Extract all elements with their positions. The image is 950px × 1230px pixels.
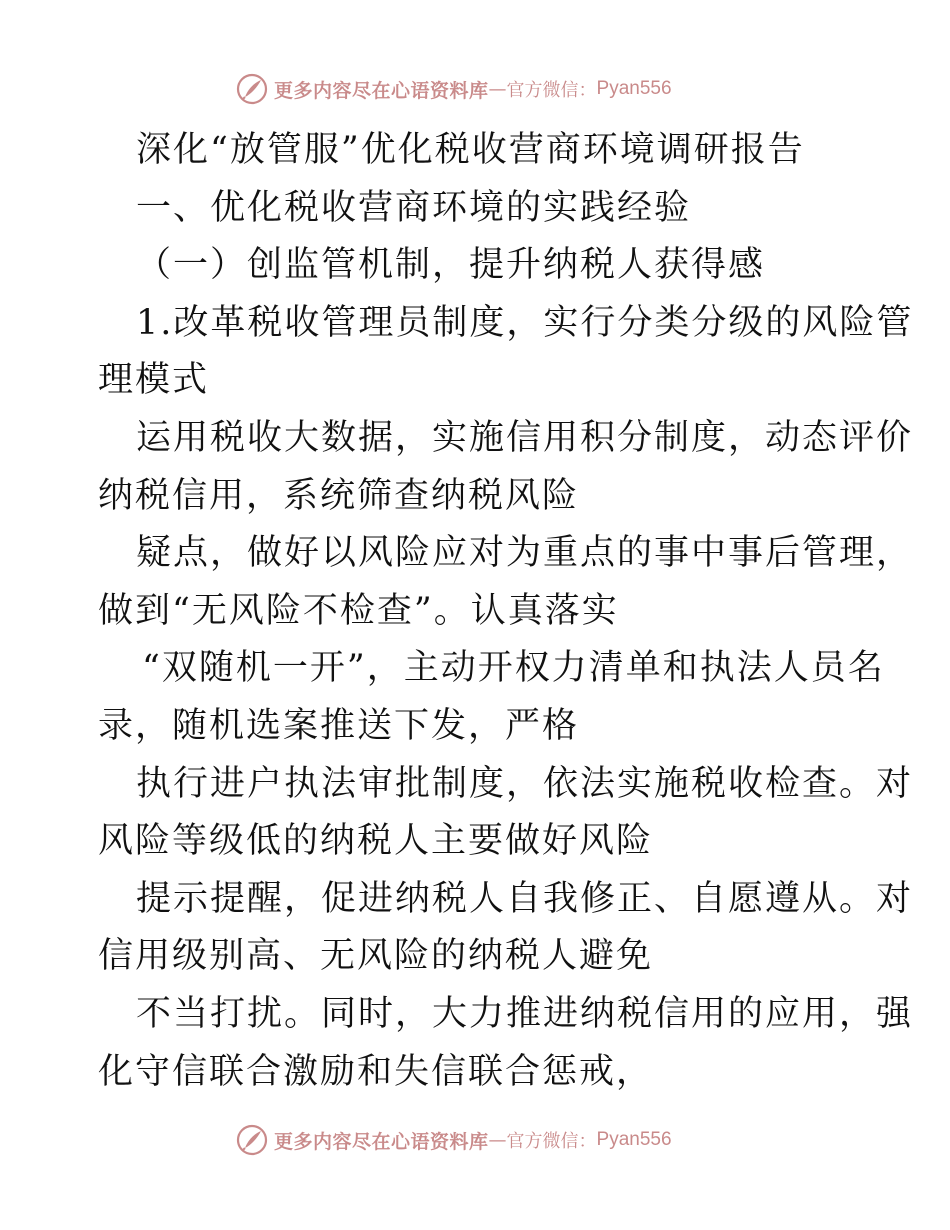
header-watermark xyxy=(236,72,672,106)
quill-logo-icon xyxy=(236,1124,268,1156)
paragraph-line: 做到“无风险不检查”。认真落实 xyxy=(98,590,619,631)
section-heading: 一、优化税收营商环境的实践经验 xyxy=(136,187,692,228)
watermark-wechat-id: Pyan556 xyxy=(596,1129,672,1150)
document-title: 深化“放管服”优化税收营商环境调研报告 xyxy=(136,130,805,170)
paragraph-line: 运用税收大数据，实施信用积分制度，动态评价 xyxy=(136,417,914,458)
document-body xyxy=(98,122,914,1101)
watermark-brand: 更多内容尽在心语资料库 xyxy=(274,79,489,102)
footer-watermark xyxy=(236,1123,672,1157)
paragraph-line: 理模式 xyxy=(98,360,210,401)
paragraph-line: 提示提醒，促进纳税人自我修正、自愿遵从。对 xyxy=(136,878,914,919)
watermark-brand: 更多内容尽在心语资料库 xyxy=(274,1130,489,1153)
paragraph-line: 纳税信用，系统筛查纳税风险 xyxy=(98,475,580,516)
watermark-separator: — xyxy=(488,1129,507,1151)
paragraph-line: 不当打扰。同时，大力推进纳税信用的应用，强 xyxy=(136,993,914,1034)
subsection-heading: （一）创监管机制，提升纳税人获得感 xyxy=(136,245,766,286)
quill-logo-icon xyxy=(236,73,268,105)
paragraph-line: 录，随机选案推送下发，严格 xyxy=(98,705,580,746)
watermark-wechat-label: 官方微信： xyxy=(506,1131,597,1152)
watermark-separator: — xyxy=(488,78,507,100)
paragraph-line: 执行进户执法审批制度，依法实施税收检查。对 xyxy=(136,763,914,804)
paragraph-line: 信用级别高、无风险的纳税人避免 xyxy=(98,936,654,977)
watermark-wechat-label: 官方微信： xyxy=(506,80,597,101)
paragraph-line: 风险等级低的纳税人主要做好风险 xyxy=(98,821,654,862)
watermark-wechat-id: Pyan556 xyxy=(596,78,672,99)
paragraph-line: 1.改革税收管理员制度，实行分类分级的风险管 xyxy=(136,302,914,343)
paragraph-line: 疑点，做好以风险应对为重点的事中事后管理， xyxy=(136,533,914,574)
paragraph-line: “双随机一开”，主动开权力清单和执法人员名 xyxy=(142,648,885,689)
paragraph-line: 化守信联合激励和失信联合惩戒， xyxy=(98,1051,654,1092)
